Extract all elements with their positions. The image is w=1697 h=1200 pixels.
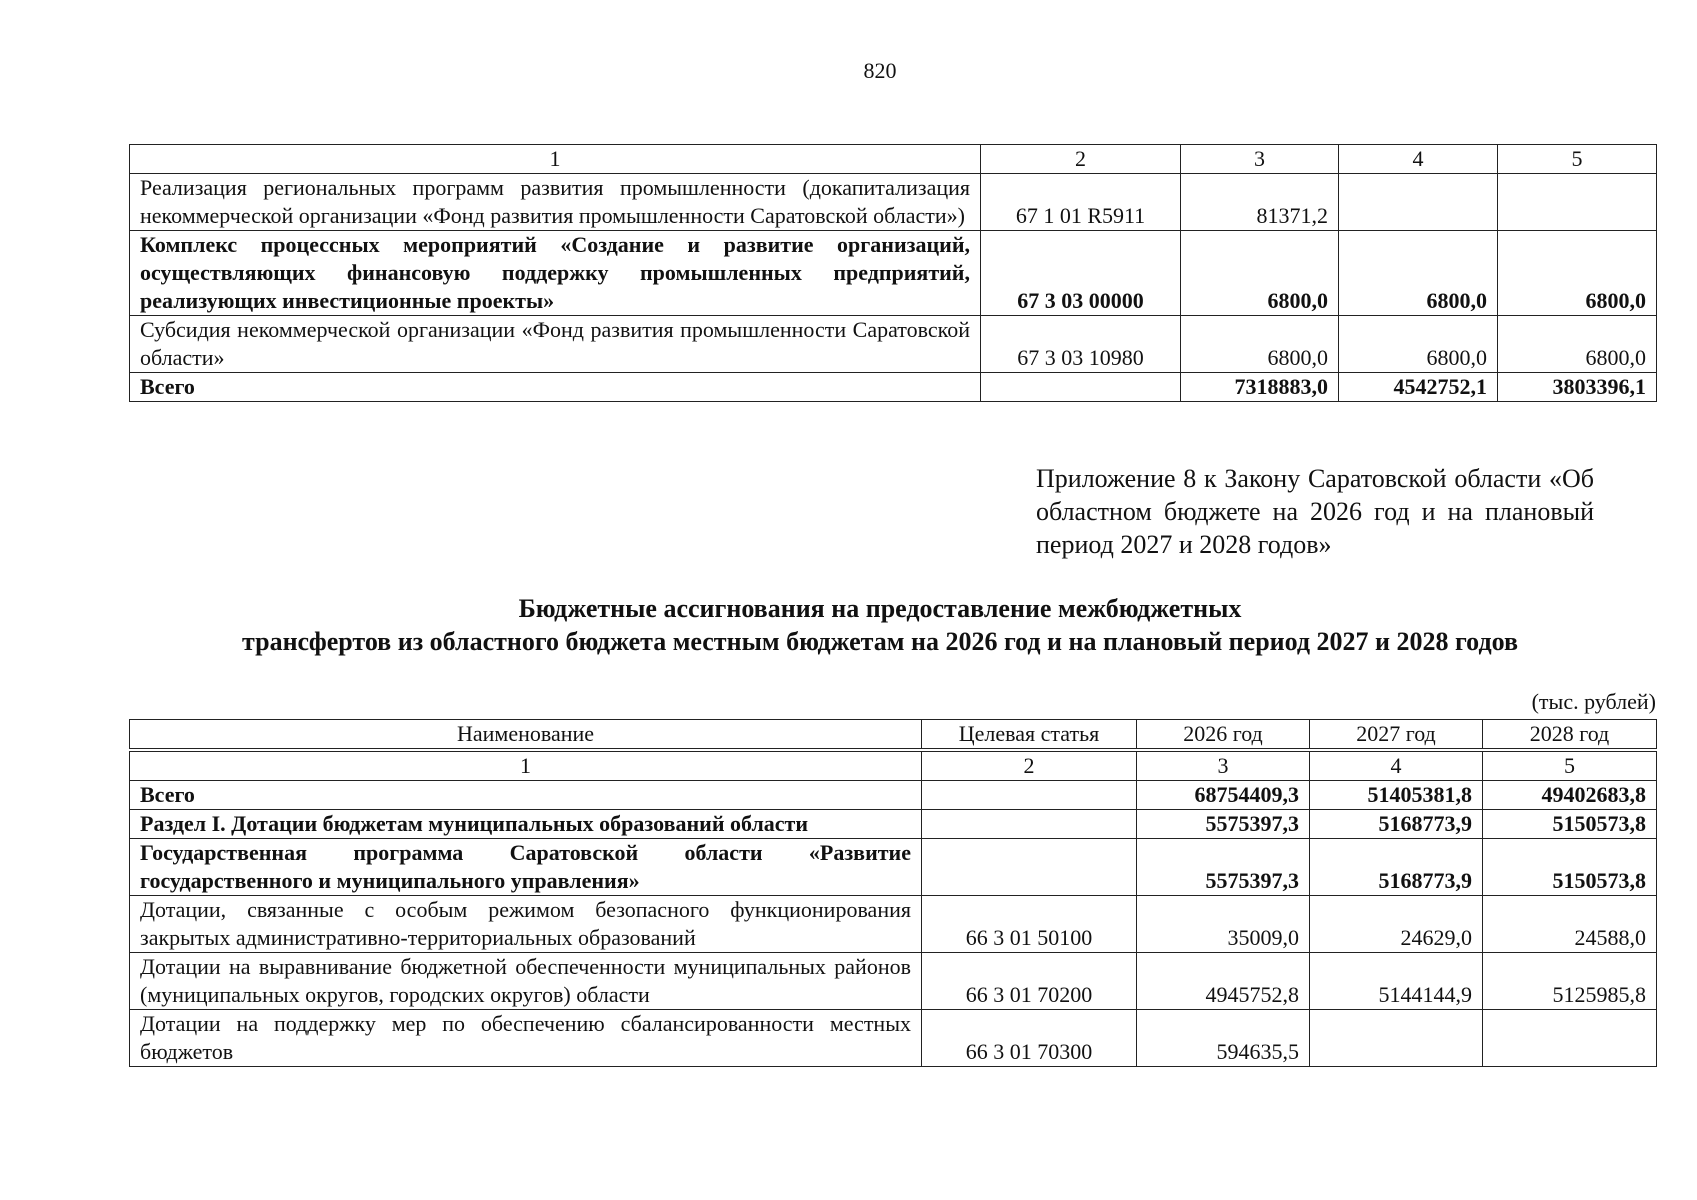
row-target-code: 66 3 01 70300 bbox=[922, 1010, 1137, 1067]
table-row bbox=[130, 174, 1657, 231]
row-value-2027: 5168773,9 bbox=[1310, 810, 1483, 839]
row-value-2027 bbox=[1310, 1010, 1483, 1067]
row-value-2028: 5125985,8 bbox=[1483, 953, 1657, 1010]
row-value-2026: 594635,5 bbox=[1137, 1010, 1310, 1067]
row-value-2028 bbox=[1483, 1010, 1657, 1067]
column-number: 5 bbox=[1483, 750, 1657, 781]
row-name: Дотации на поддержку мер по обеспечению сбалансированности местных бюджетов bbox=[130, 1010, 922, 1067]
column-number: 3 bbox=[1137, 750, 1310, 781]
document-title bbox=[0, 592, 1697, 658]
row-target-code: 67 3 03 10980 bbox=[981, 316, 1181, 373]
row-name: Дотации на выравнивание бюджетной обеспеченности муниципальных районов (муниципальных округов, городских округов) области bbox=[130, 953, 922, 1010]
row-value-2027: 24629,0 bbox=[1310, 896, 1483, 953]
row-target-code: 67 1 01 R5911 bbox=[981, 174, 1181, 231]
row-name: Государственная программа Саратовской области «Развитие государственного и муниципального управления» bbox=[130, 839, 922, 896]
title-line: Бюджетные ассигнования на предоставление межбюджетных bbox=[518, 594, 1242, 623]
row-value-2028: 24588,0 bbox=[1483, 896, 1657, 953]
row-value-2028: 5150573,8 bbox=[1483, 839, 1657, 896]
column-header-2028: 2028 год bbox=[1483, 720, 1657, 751]
row-target-code bbox=[922, 781, 1137, 810]
column-number: 4 bbox=[1310, 750, 1483, 781]
column-number: 5 bbox=[1498, 145, 1657, 174]
column-header-2027: 2027 год bbox=[1310, 720, 1483, 751]
table-row bbox=[130, 316, 1657, 373]
units-label: (тыс. рублей) bbox=[1531, 689, 1656, 714]
row-value-2027: 6800,0 bbox=[1339, 231, 1498, 316]
row-value-2028 bbox=[1498, 174, 1657, 231]
row-value-2027: 51405381,8 bbox=[1310, 781, 1483, 810]
row-value-2027: 4542752,1 bbox=[1339, 373, 1498, 402]
column-number-row bbox=[130, 750, 1657, 781]
column-number: 1 bbox=[130, 750, 922, 781]
row-target-code: 67 3 03 00000 bbox=[981, 231, 1181, 316]
row-name: Всего bbox=[130, 373, 981, 402]
table-row bbox=[130, 839, 1657, 896]
column-number: 4 bbox=[1339, 145, 1498, 174]
page-number: 820 bbox=[863, 58, 897, 83]
column-number: 3 bbox=[1181, 145, 1339, 174]
row-value-2028: 6800,0 bbox=[1498, 231, 1657, 316]
row-value-2026: 4945752,8 bbox=[1137, 953, 1310, 1010]
row-value-2026: 6800,0 bbox=[1181, 231, 1339, 316]
column-header-code: Целевая статья bbox=[922, 720, 1137, 751]
row-name: Комплекс процессных мероприятий «Создание и развитие организаций, осуществляющих финансовую поддержку промышленных предприятий, реализующих инвестиционные проекты» bbox=[130, 231, 981, 316]
continued-appropriations-table bbox=[129, 144, 1657, 402]
row-value-2027: 5144144,9 bbox=[1310, 953, 1483, 1010]
table-header-row bbox=[130, 145, 1657, 174]
row-value-2026: 6800,0 bbox=[1181, 316, 1339, 373]
row-name: Всего bbox=[130, 781, 922, 810]
row-value-2028: 49402683,8 bbox=[1483, 781, 1657, 810]
row-value-2027 bbox=[1339, 174, 1498, 231]
row-target-code: 66 3 01 70200 bbox=[922, 953, 1137, 1010]
row-value-2028: 5150573,8 bbox=[1483, 810, 1657, 839]
table-row bbox=[130, 953, 1657, 1010]
row-value-2026: 35009,0 bbox=[1137, 896, 1310, 953]
row-value-2028: 3803396,1 bbox=[1498, 373, 1657, 402]
column-header-2026: 2026 год bbox=[1137, 720, 1310, 751]
row-target-code bbox=[922, 839, 1137, 896]
row-name: Реализация региональных программ развития промышленности (докапитализация некоммерческой организации «Фонд развития промышленности Саратовской области») bbox=[130, 174, 981, 231]
table-row bbox=[130, 231, 1657, 316]
table-row bbox=[130, 896, 1657, 953]
interbudget-transfers-table bbox=[129, 719, 1657, 1067]
row-value-2026: 81371,2 bbox=[1181, 174, 1339, 231]
column-number: 2 bbox=[922, 750, 1137, 781]
table-row bbox=[130, 781, 1657, 810]
column-number: 1 bbox=[130, 145, 981, 174]
row-target-code bbox=[922, 810, 1137, 839]
table-header-row bbox=[130, 720, 1657, 751]
row-value-2027: 5168773,9 bbox=[1310, 839, 1483, 896]
row-name: Раздел I. Дотации бюджетам муниципальных образований области bbox=[130, 810, 922, 839]
row-value-2026: 7318883,0 bbox=[1181, 373, 1339, 402]
row-name: Субсидия некоммерческой организации «Фонд развития промышленности Саратовской области» bbox=[130, 316, 981, 373]
row-value-2027: 6800,0 bbox=[1339, 316, 1498, 373]
row-value-2026: 68754409,3 bbox=[1137, 781, 1310, 810]
title-line: трансфертов из областного бюджета местным бюджетам на 2026 год и на плановый период 2027 и 2028 годов bbox=[242, 627, 1518, 656]
column-header-name: Наименование bbox=[130, 720, 922, 751]
row-value-2028: 6800,0 bbox=[1498, 316, 1657, 373]
table-row bbox=[130, 1010, 1657, 1067]
row-target-code bbox=[981, 373, 1181, 402]
row-name: Дотации, связанные с особым режимом безопасного функционирования закрытых административно-территориальных образований bbox=[130, 896, 922, 953]
row-target-code: 66 3 01 50100 bbox=[922, 896, 1137, 953]
table-row bbox=[130, 373, 1657, 402]
appendix-note: Приложение 8 к Закону Саратовской области «Об областном бюджете на 2026 год и на плановый период 2027 и 2028 годов» bbox=[1036, 464, 1594, 559]
row-value-2026: 5575397,3 bbox=[1137, 839, 1310, 896]
row-value-2026: 5575397,3 bbox=[1137, 810, 1310, 839]
column-number: 2 bbox=[981, 145, 1181, 174]
table-row bbox=[130, 810, 1657, 839]
